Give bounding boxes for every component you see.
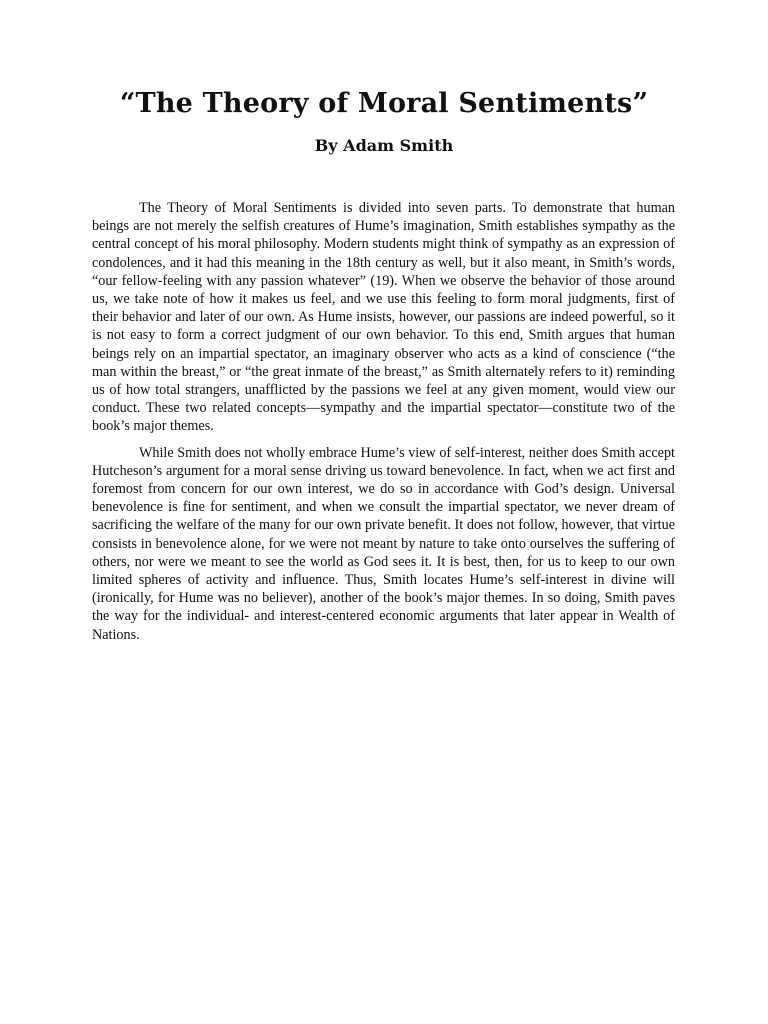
paragraph: The Theory of Moral Sentiments is divided into seven parts. To demonstrate that human beings are not merely the selfish creatures of Hume’s imagination, Smith establishes sympathy as the central concept of his moral philosophy. Modern students might think of sympathy as an expression of condolences, and it had this meaning in the 18th century as well, but it also meant, in Smith’s words, “our fellow-feeling with any passion whatever” (19). When we observe the behavior of those around us, we take note of how it makes us feel, and we use this feeling to form moral judgments, first of their behavior and later of our own. As Hume insists, however, our passions are indeed powerful, so it is not easy to form a correct judgment of our own behavior. To this end, Smith argues that human beings rely on an impartial spectator, an imaginary observer who acts as a kind of conscience (“the man within the breast,” or “the great inmate of the breast,” as Smith alternately refers to it) reminding us of how total strangers, unafflicted by the passions we feel at any given moment, would view our conduct. These two related concepts—sympathy and the impartial spectator—constitute two of the book’s major themes. [92,200,675,435]
document-title: “The Theory of Moral Sentiments” [119,88,649,119]
paragraph: While Smith does not wholly embrace Hume’s view of self-interest, neither does Smith accept Hutcheson’s argument for a moral sense driving us toward benevolence. In fact, when we act first and foremost from concern for our own interest, we do so in accordance with God’s design. Universal benevolence is fine for sentiment, and when we consult the impartial spectator, we never dream of sacrificing the welfare of the many for our own private benefit. It does not follow, however, that virtue consists in benevolence alone, for we were not meant by nature to take onto ourselves the suffering of others, nor were we meant to see the world as God sees it. It is best, then, for us to keep to our own limited spheres of activity and influence. Thus, Smith locates Hume’s self-interest in divine will (ironically, for Hume was no believer), another of the book’s major themes. In so doing, Smith paves the way for the individual- and interest-centered economic arguments that later appear in Wealth of Nations. [92,444,675,643]
document-author: By Adam Smith [314,136,454,155]
document-body [92,199,675,652]
